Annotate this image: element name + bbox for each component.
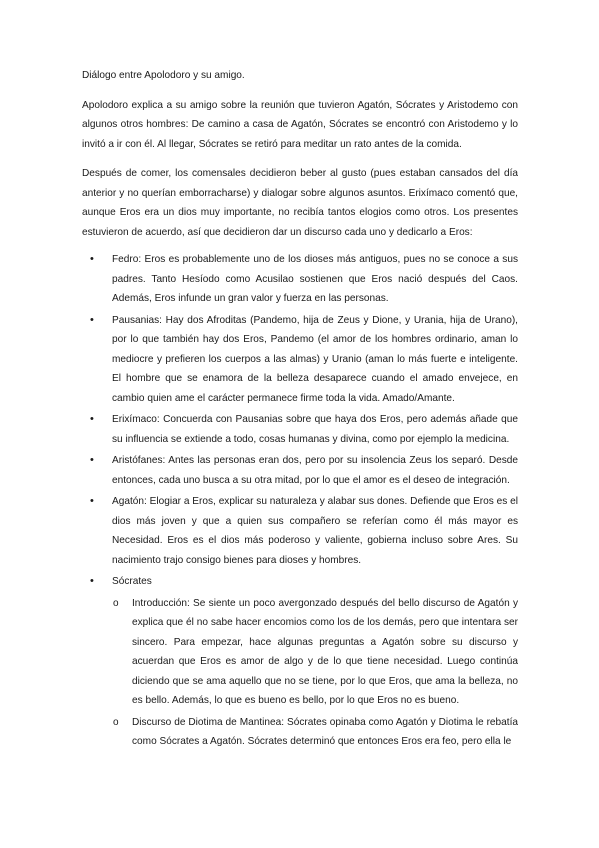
sublist-item-diotima: o Discurso de Diotima de Mantinea: Sócrates opinaba como Agatón y Diotima le rebatía como Sócrates a Agatón. Sócrates determinó que entonces Eros era feo, pero ella le bbox=[112, 713, 518, 752]
list-item-agaton: • Agatón: Elogiar a Eros, explicar su naturaleza y alabar sus dones. Defiende que Eros es el dios más joven y que a quien sus compañero se referían como él más mayor es Necesidad. Eros es el dios más poderoso y valiente, gobierna incluso sobre Ares. Su nacimiento trajo consigo bienes para dioses y hombres. bbox=[82, 492, 518, 570]
list-item-socrates bbox=[82, 572, 518, 752]
list-item-fedro: • Fedro: Eros es probablemente uno de los dioses más antiguos, pues no se conoce a sus padres. Tanto Hesíodo como Acusilao sostienen que Eros nació después del Caos. Además, Eros infunde un gran valor y fuerza en las personas. bbox=[82, 250, 518, 309]
document-title: Diálogo entre Apolodoro y su amigo. bbox=[82, 70, 245, 81]
socrates-sublist bbox=[112, 594, 518, 752]
list-item-eriximaco: • Erixímaco: Concuerda con Pausanias sobre que haya dos Eros, pero además añade que su influencia se extiende a todo, cosas humanas y divina, como por ejemplo la medicina. bbox=[82, 410, 518, 449]
socrates-label: Sócrates bbox=[112, 576, 152, 587]
paragraph-banquet: Después de comer, los comensales decidieron beber al gusto (pues estaban cansados del día anterior y no querían emborracharse) y dialogar sobre algunos asuntos. Erixímaco comentó que, aunque Eros era un dios muy importante, no recibía tantos elogios como otros. Los presentes estuvieron de acuerdo, así que decidieron dar un discurso cada uno y dedicarlo a Eros: bbox=[82, 168, 518, 238]
list-item-pausanias: • Pausanias: Hay dos Afroditas (Pandemo, hija de Zeus y Dione, y Urania, hija de Urano), por lo que también hay dos Eros, Pandemo (el amor de los hombres ordinario, aman lo mediocre y prefieren los cuerpos a las almas) y Uranio (aman lo más fuerte e inteligente. El hombre que se enamora de la belleza desaparece cuando el amado envejece, en cambio quien ame el carácter permanece firme toda la vida. Amado/Amante. bbox=[82, 311, 518, 409]
paragraph-intro: Apolodoro explica a su amigo sobre la reunión que tuvieron Agatón, Sócrates y Aristodemo con algunos otros hombres: De camino a casa de Agatón, Sócrates se encontró con Aristodemo y lo invitó a ir con él. Al llegar, Sócrates se retiró para meditar un rato antes de la comida. bbox=[82, 99, 518, 150]
list-item-aristofanes: • Aristófanes: Antes las personas eran dos, pero por su insolencia Zeus los separó. Desde entonces, cada uno busca a su otra mitad, por lo que el amor es el deseo de integración. bbox=[82, 451, 518, 490]
sublist-item-introduccion: o Introducción: Se siente un poco avergonzado después del bello discurso de Agatón y explica que él no sabe hacer encomios como los de los demás, pero que intentara ser sincero. Para empezar, hace algunas preguntas a Agatón sobre su discurso y acuerdan que Eros es amor de algo y de lo que tiene necesidad. Luego continúa diciendo que se ama aquello que no se tiene, por lo que Eros, que ama la belleza, no es bello. Además, lo que es bueno es bello, por lo que Eros no es bueno. bbox=[112, 594, 518, 711]
document-page bbox=[82, 66, 518, 754]
speeches-list bbox=[82, 250, 518, 752]
